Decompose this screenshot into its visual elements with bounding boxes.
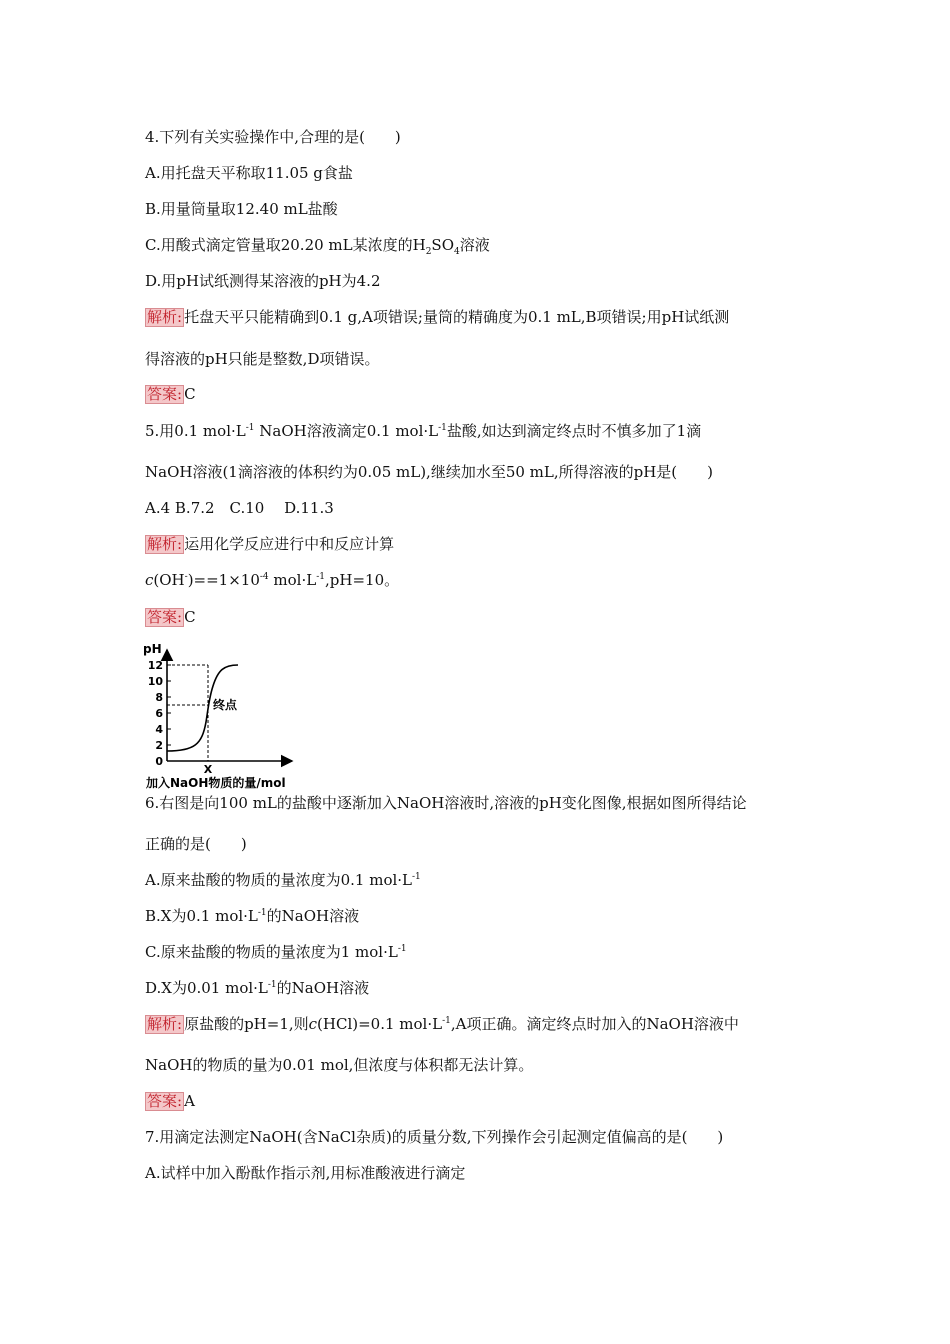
q4-stem: 4.下列有关实验操作中,合理的是( ) — [145, 128, 401, 146]
analysis-tag: 解析: — [147, 1015, 183, 1033]
q4-option-b: B.用量筒量取12.40 mL盐酸 — [145, 200, 338, 218]
y-tick-label: 0 — [155, 755, 163, 768]
y-tick-label: 10 — [147, 675, 163, 688]
q4-analysis-line1: 解析: 托盘天平只能精确到0.1 g,A项错误;量筒的精确度为0.1 mL,B项错误;用pH试纸测 — [147, 308, 730, 326]
y-tick-label: 6 — [155, 707, 163, 720]
q5-calculation: $c(OH^-)==1\times 10^{-4}$ $mol\cdot L^{-1},pH=10$。 — [145, 571, 400, 589]
q6-option-d: D.X为0.01 $mol\cdot L^{-1}$的NaOH溶液 — [145, 979, 370, 997]
q6-analysis-line2: NaOH的物质的量为0.01 mol,但浓度与体积都无法计算。 — [145, 1056, 534, 1074]
q6-option-b: B.X为0.1 $mol\cdot L^{-1}$的NaOH溶液 — [145, 907, 360, 925]
q6-stem-line1: 6.右图是向100 mL的盐酸中逐渐加入NaOH溶液时,溶液的pH变化图像,根据如图所得结论 — [145, 794, 747, 812]
answer-tag: 答案: — [147, 385, 183, 403]
q6-stem-line2: 正确的是( ) — [145, 835, 247, 853]
endpoint-label: 终点 — [213, 698, 238, 712]
analysis-tag: 解析: — [147, 308, 183, 326]
q5-analysis: 解析: 运用化学反应进行中和反应计算 — [147, 535, 395, 553]
q4-analysis-line2: 得溶液的pH只能是整数,D项错误。 — [145, 350, 380, 368]
q6-option-c: C.原来盐酸的物质的量浓度为1 $mol\cdot L^{-1}$ — [145, 943, 407, 961]
q7-option-a: A.试样中加入酚酞作指示剂,用标准酸液进行滴定 — [145, 1164, 466, 1182]
x-marker-label: X — [203, 763, 213, 776]
q5-options: A.4 B.7.2 C.10 D.11.3 — [145, 499, 334, 517]
x-axis-label: 加入NaOH物质的量/mol — [146, 776, 286, 790]
q7-stem: 7.用滴定法测定NaOH(含NaCl杂质)的质量分数,下列操作会引起测定值偏高的是( ) — [145, 1128, 724, 1146]
analysis-tag: 解析: — [147, 535, 183, 553]
q4-option-a: A.用托盘天平称取11.05 g食盐 — [145, 164, 353, 182]
q5-answer: 答案: C — [147, 608, 196, 626]
y-tick-label: 8 — [155, 691, 163, 704]
answer-tag: 答案: — [147, 1092, 183, 1110]
q6-option-a: A.原来盐酸的物质的量浓度为0.1 $mol\cdot L^{-1}$ — [145, 871, 421, 889]
y-axis-label: pH — [143, 642, 162, 656]
q6-analysis-line1: 解析: 原盐酸的pH=1,则c(HCl)=0.1 $mol\cdot L^{-1},A$项正确。滴定终点时加入的NaOH溶液中 — [147, 1015, 739, 1033]
y-tick-label: 12 — [147, 659, 163, 672]
y-tick-label: 4 — [155, 723, 163, 736]
q4-option-d: D.用pH试纸测得某溶液的pH为4.2 — [145, 272, 381, 290]
y-tick-label: 2 — [155, 739, 163, 752]
q4-option-c: C.用酸式滴定管量取20.20 mL某浓度的$H_2SO_4$溶液 — [145, 236, 490, 257]
q5-stem-line1: 5.用0.1 $mol\cdot L^{-1}$ NaOH溶液滴定0.1 $mol\cdot L^{-1}$盐酸,如达到滴定终点时不慎多加了1滴 — [145, 422, 702, 440]
q6-answer: 答案: A — [147, 1092, 195, 1110]
titration-curve-chart — [140, 640, 300, 792]
q5-stem-line2: NaOH溶液(1滴溶液的体积约为0.05 mL),继续加水至50 mL,所得溶液的pH是( ) — [145, 463, 714, 481]
q4-answer: 答案: C — [147, 385, 196, 403]
answer-tag: 答案: — [147, 608, 183, 626]
